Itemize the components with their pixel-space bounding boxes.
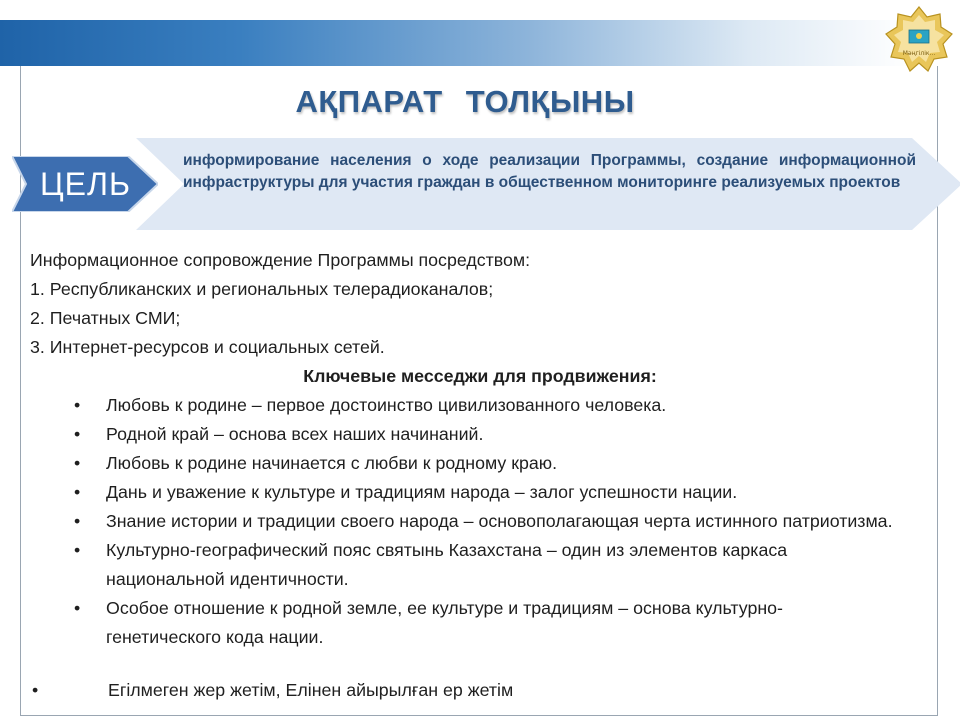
page-title: АҚПАРАТ ТОЛҚЫНЫ [295,84,635,119]
bullet-icon: • [32,680,39,700]
message-text: Любовь к родине начинается с любви к родному краю. [106,453,558,473]
bullet-icon: • [74,540,81,560]
goal-description: информирование населения о ходе реализации Программы, создание информационной инфраструктуры для участия граждан в общественном мониторинге реализуемых проектов [183,152,916,191]
main-content [30,246,920,652]
message-text: Культурно-географический пояс святынь Казахстана – один из элементов каркаса национальной идентичности. [106,540,788,589]
emblem-caption: Мәңгілік... [902,50,936,57]
closing-proverb-text: Егілмеген жер жетім, Елінен айырылған ер жетім [108,680,514,700]
intro-line: Информационное сопровождение Программы посредством: [30,250,531,270]
list-item [74,507,894,536]
mangilik-el-emblem-icon [884,6,954,72]
intro-line: 1. Республиканских и региональных телерадиоканалов; [30,279,494,299]
message-text: Знание истории и традиции своего народа – основополагающая черта истинного патриотизма. [106,511,893,531]
list-item [74,594,894,652]
list-item [74,536,894,594]
bullet-icon: • [74,511,81,531]
goal-badge-label: ЦЕЛЬ [40,166,132,202]
message-text: Дань и уважение к культуре и традициям народа – залог успешности нации. [106,482,738,502]
intro-line: 3. Интернет-ресурсов и социальных сетей. [30,337,385,357]
list-item [74,391,894,420]
bullet-icon: • [74,453,81,473]
key-messages-list [74,391,894,652]
bullet-icon: • [74,598,81,618]
key-messages-heading: Ключевые месседжи для продвижения: [303,366,657,386]
message-text: Родной край – основа всех наших начинаний. [106,424,484,444]
bullet-icon: • [74,424,81,444]
list-item [74,449,894,478]
bullet-icon: • [74,395,81,415]
message-text: Особое отношение к родной земле, ее культуре и традициям – основа культурно-генетического кода нации. [106,598,783,647]
message-text: Любовь к родине – первое достоинство цивилизованного человека. [106,395,667,415]
list-item [74,478,894,507]
intro-line: 2. Печатных СМИ; [30,308,181,328]
header-gradient-band [0,20,960,66]
bullet-icon: • [74,482,81,502]
list-item [74,420,894,449]
closing-proverb [32,676,513,705]
